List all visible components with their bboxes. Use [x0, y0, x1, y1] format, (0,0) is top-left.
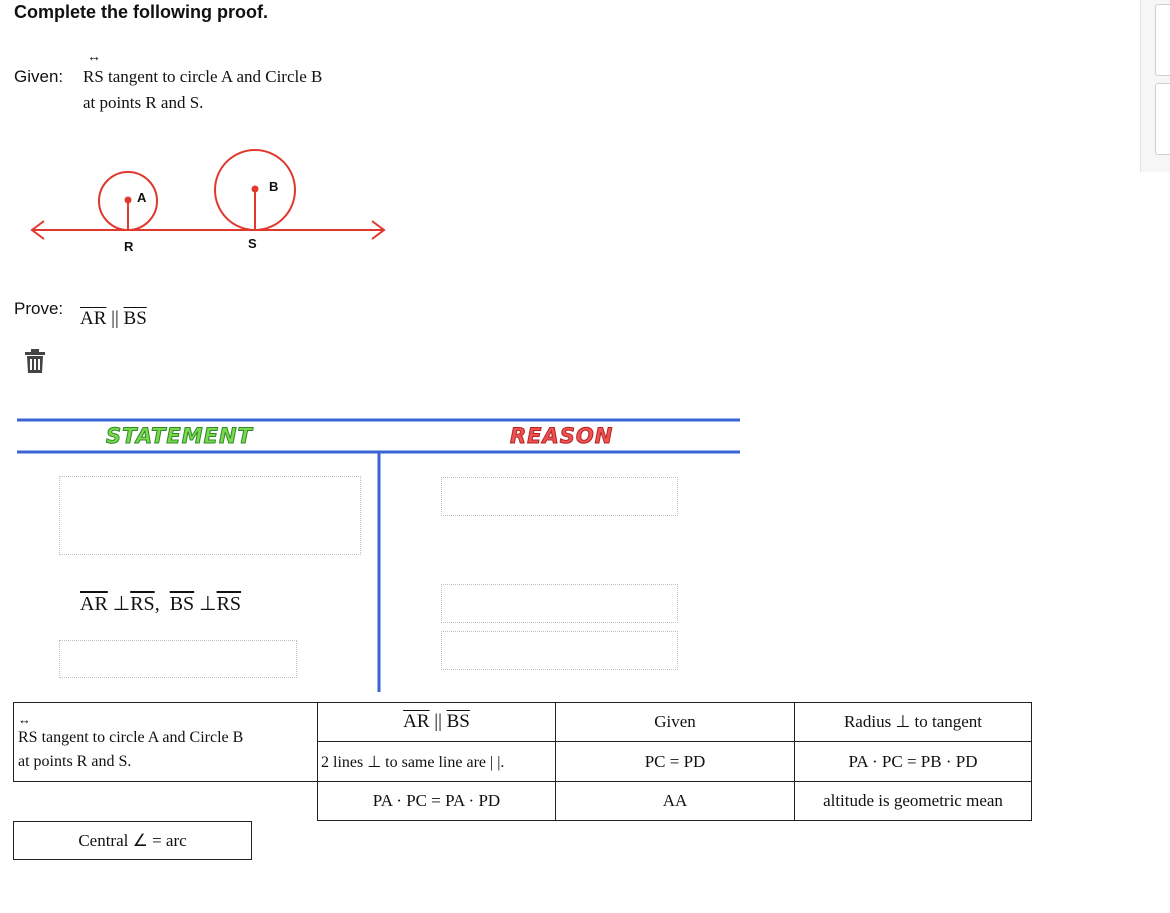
- side-panel-slot-2[interactable]: [1155, 83, 1170, 155]
- comma: ,: [154, 593, 170, 615]
- reason-header: REASON: [510, 424, 614, 448]
- choice-tile-pc-pd[interactable]: PC = PD: [555, 741, 795, 782]
- given-line-2: at points R and S.: [83, 93, 204, 113]
- segment-bs: $\overline{BS}$: [446, 711, 470, 732]
- choice-tile-pa-pc-pb-pd[interactable]: PA · PC = PB · PD: [794, 741, 1032, 782]
- segment-bs: $\overline{BS}$: [169, 593, 195, 615]
- reason-2-dropzone[interactable]: [441, 584, 678, 623]
- prove-label: Prove:: [14, 299, 64, 318]
- tile-line-1: RS tangent to circle A and Circle B: [18, 729, 244, 747]
- given-statement: [83, 50, 322, 114]
- tangent-circles-diagram: [28, 145, 390, 255]
- reason-3-dropzone[interactable]: [441, 631, 678, 670]
- given-line-1: RS tangent to circle A and Circle B: [83, 66, 323, 86]
- prove-statement: [80, 308, 147, 330]
- label-s: S: [248, 236, 257, 251]
- label-a: A: [137, 190, 147, 205]
- segment-ar: $\overline{AR}$: [80, 308, 107, 329]
- page-heading: Complete the following proof.: [14, 2, 268, 22]
- statement-1-dropzone[interactable]: [59, 476, 361, 555]
- choice-tile-given-tangent[interactable]: [13, 702, 318, 782]
- trash-icon[interactable]: [24, 348, 46, 374]
- side-panel-slot-1[interactable]: [1155, 4, 1170, 76]
- statement-2: [80, 591, 241, 616]
- segment-ar: $\overline{AR}$: [403, 711, 430, 732]
- choice-tile-pa-pc-pa-pd[interactable]: PA · PC = PA · PD: [317, 781, 556, 821]
- segment-rs: $\overline{RS}$: [130, 593, 155, 615]
- segment-rs: $\overline{RS}$: [216, 593, 242, 615]
- center-a-point: [125, 197, 132, 204]
- line-arrow-symbol: ↔: [87, 50, 101, 65]
- parallel-symbol: ||: [106, 308, 124, 329]
- perpendicular-symbol: ⊥: [194, 593, 217, 615]
- choice-tile-given[interactable]: Given: [555, 702, 795, 742]
- choice-tile-aa[interactable]: AA: [555, 781, 795, 821]
- line-arrow-symbol: ↔: [18, 711, 31, 727]
- statement-header: STATEMENT: [106, 424, 253, 448]
- choice-tile-central-angle-arc[interactable]: Central ∠ = arc: [13, 821, 252, 860]
- segment-bs: $\overline{BS}$: [123, 308, 147, 329]
- perpendicular-symbol: ⊥: [107, 593, 131, 615]
- label-r: R: [124, 239, 134, 254]
- choice-tile-two-lines-perp[interactable]: 2 lines ⊥ to same line are | |.: [317, 741, 556, 782]
- parallel-symbol: ||: [429, 711, 447, 732]
- statement-3-dropzone[interactable]: [59, 640, 297, 678]
- tile-line-2: at points R and S.: [18, 753, 132, 771]
- center-b-point: [252, 186, 259, 193]
- choice-tile-radius-perp-tangent[interactable]: Radius ⊥ to tangent: [794, 702, 1032, 742]
- side-panel: [1140, 0, 1170, 172]
- given-label: Given:: [14, 67, 64, 86]
- choice-tile-ar-parallel-bs[interactable]: [317, 702, 556, 742]
- reason-1-dropzone[interactable]: [441, 477, 678, 516]
- segment-ar: $\overline{AR}$: [80, 593, 108, 615]
- label-b: B: [269, 179, 279, 194]
- choice-tile-altitude-geometric-mean[interactable]: altitude is geometric mean: [794, 781, 1032, 821]
